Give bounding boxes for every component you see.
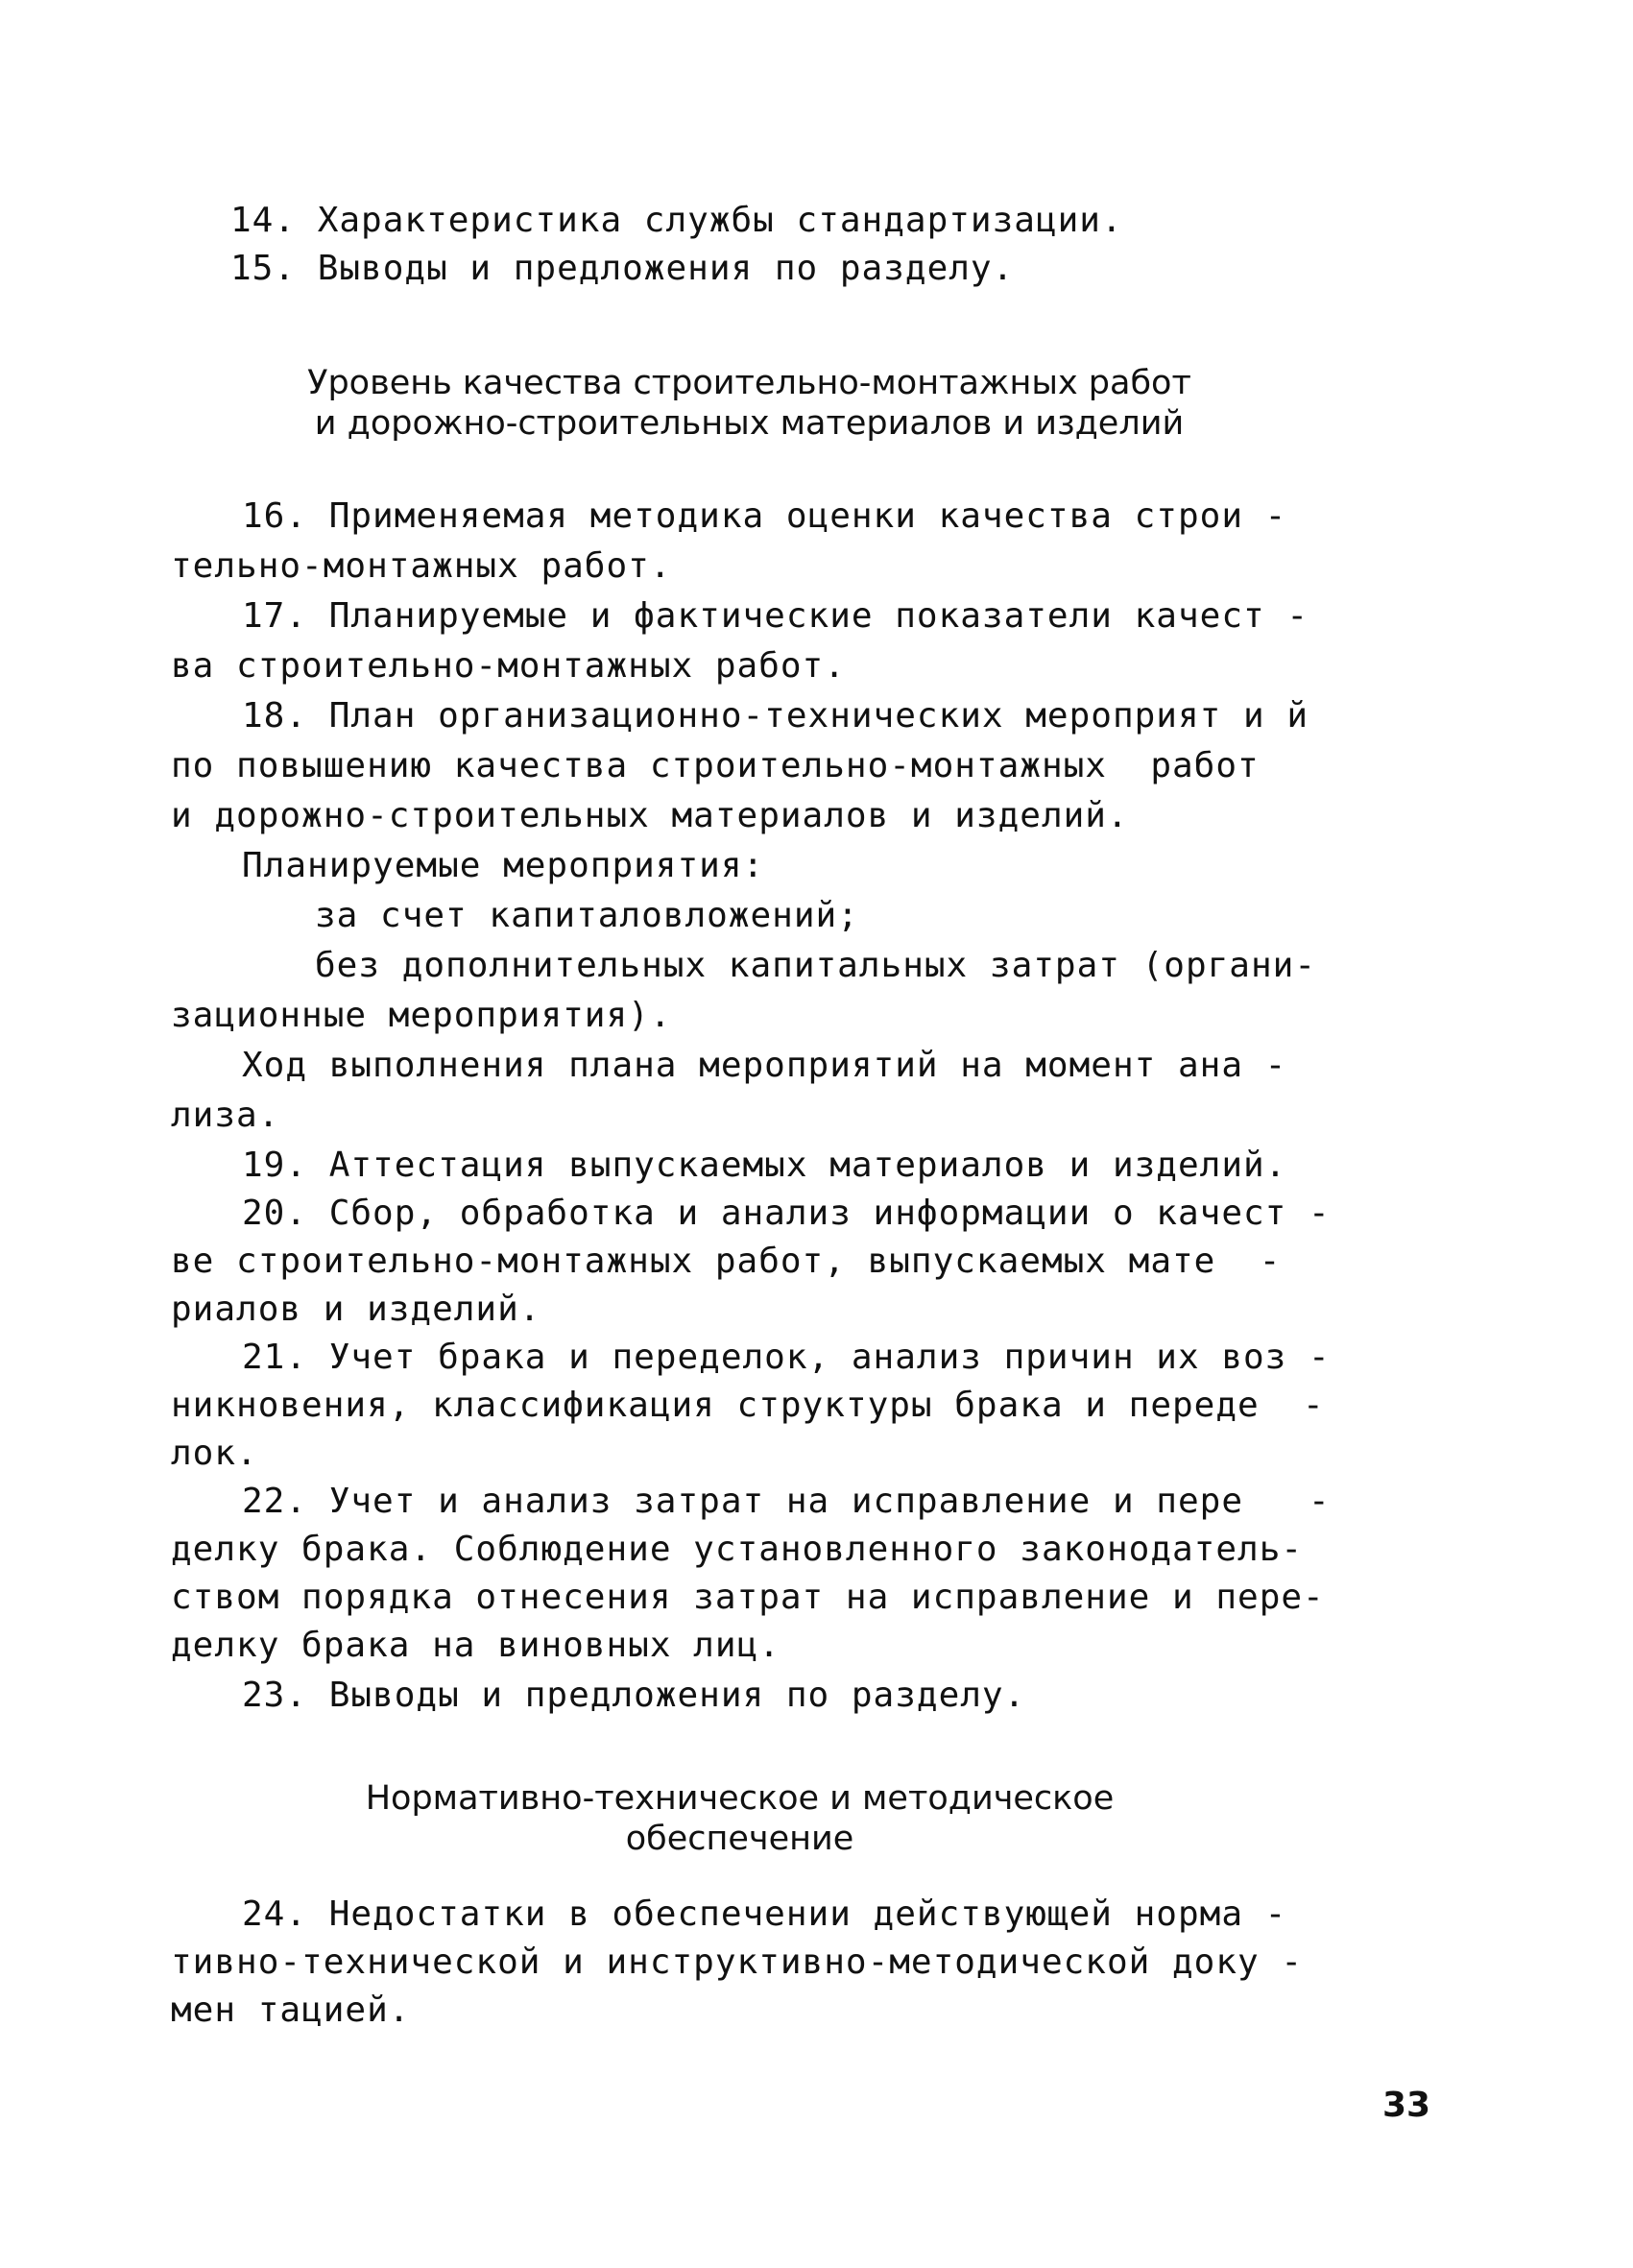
- item-15: 15. Выводы и предложения по разделу.: [230, 249, 1015, 288]
- item-20-line3: риалов и изделий.: [171, 1290, 541, 1329]
- progress-line1: Ход выполнения плана мероприятий на момент ана -: [242, 1046, 1287, 1085]
- item-18-line1: 18. План организационно-технических мероприят и й: [242, 696, 1309, 736]
- item-24-line1: 24. Недостатки в обеспечении действующей норма -: [242, 1894, 1287, 1934]
- item-19: 19. Аттестация выпускаемых материалов и изделий.: [242, 1146, 1287, 1185]
- section-heading-normative-line1: Нормативно-техническое и методическое: [365, 1779, 1115, 1818]
- item-16-line1: 16. Применяемая методика оценки качества строи -: [242, 496, 1287, 536]
- measure-capital: за счет капиталовложений;: [315, 896, 859, 935]
- item-23: 23. Выводы и предложения по разделу.: [242, 1676, 1026, 1715]
- item-22-line4: делку брака на виновных лиц.: [171, 1626, 780, 1665]
- item-21-line2: никновения, классификация структуры брака и переде -: [171, 1386, 1325, 1425]
- item-18-line2: по повышению качества строительно-монтажных работ: [171, 746, 1260, 785]
- item-16-line2: тельно-монтажных работ.: [171, 546, 672, 586]
- page-number: 33: [1382, 2086, 1431, 2125]
- item-21-line3: лок.: [171, 1434, 258, 1473]
- section-heading-quality-line1: Уровень качества строительно-монтажных работ: [307, 364, 1191, 402]
- item-24-line2: тивно-технической и инструктивно-методической доку -: [171, 1942, 1304, 1982]
- item-24-line3: мен тацией.: [171, 1991, 411, 2030]
- item-20-line2: ве строительно-монтажных работ, выпускаемых мате -: [171, 1242, 1282, 1281]
- item-21-line1: 21. Учет брака и переделок, анализ причин их воз -: [242, 1338, 1331, 1377]
- section-heading-normative-line2: обеспечение: [625, 1820, 854, 1858]
- item-14: 14. Характеристика службы стандартизации.: [230, 201, 1123, 240]
- item-18-line3: и дорожно-строительных материалов и изделий.: [171, 796, 1129, 835]
- progress-line2: лиза.: [171, 1096, 280, 1135]
- item-22-line3: ством порядка отнесения затрат на исправление и пере-: [171, 1578, 1325, 1617]
- measure-no-capital-line1: без дополнительных капитальных затрат (органи-: [315, 946, 1316, 985]
- measure-no-capital-line2: зационные мероприятия).: [171, 996, 672, 1035]
- item-17-line2: ва строительно-монтажных работ.: [171, 646, 846, 686]
- item-20-line1: 20. Сбор, обработка и анализ информации о качест -: [242, 1194, 1331, 1233]
- planned-measures-label: Планируемые мероприятия:: [242, 846, 765, 885]
- section-heading-quality-line2: и дорожно-строительных материалов и изделий: [314, 404, 1185, 443]
- item-22-line1: 22. Учет и анализ затрат на исправление и пере -: [242, 1482, 1331, 1521]
- item-22-line2: делку брака. Соблюдение установленного законодатель-: [171, 1530, 1304, 1569]
- item-17-line1: 17. Планируемые и фактические показатели качест -: [242, 596, 1309, 636]
